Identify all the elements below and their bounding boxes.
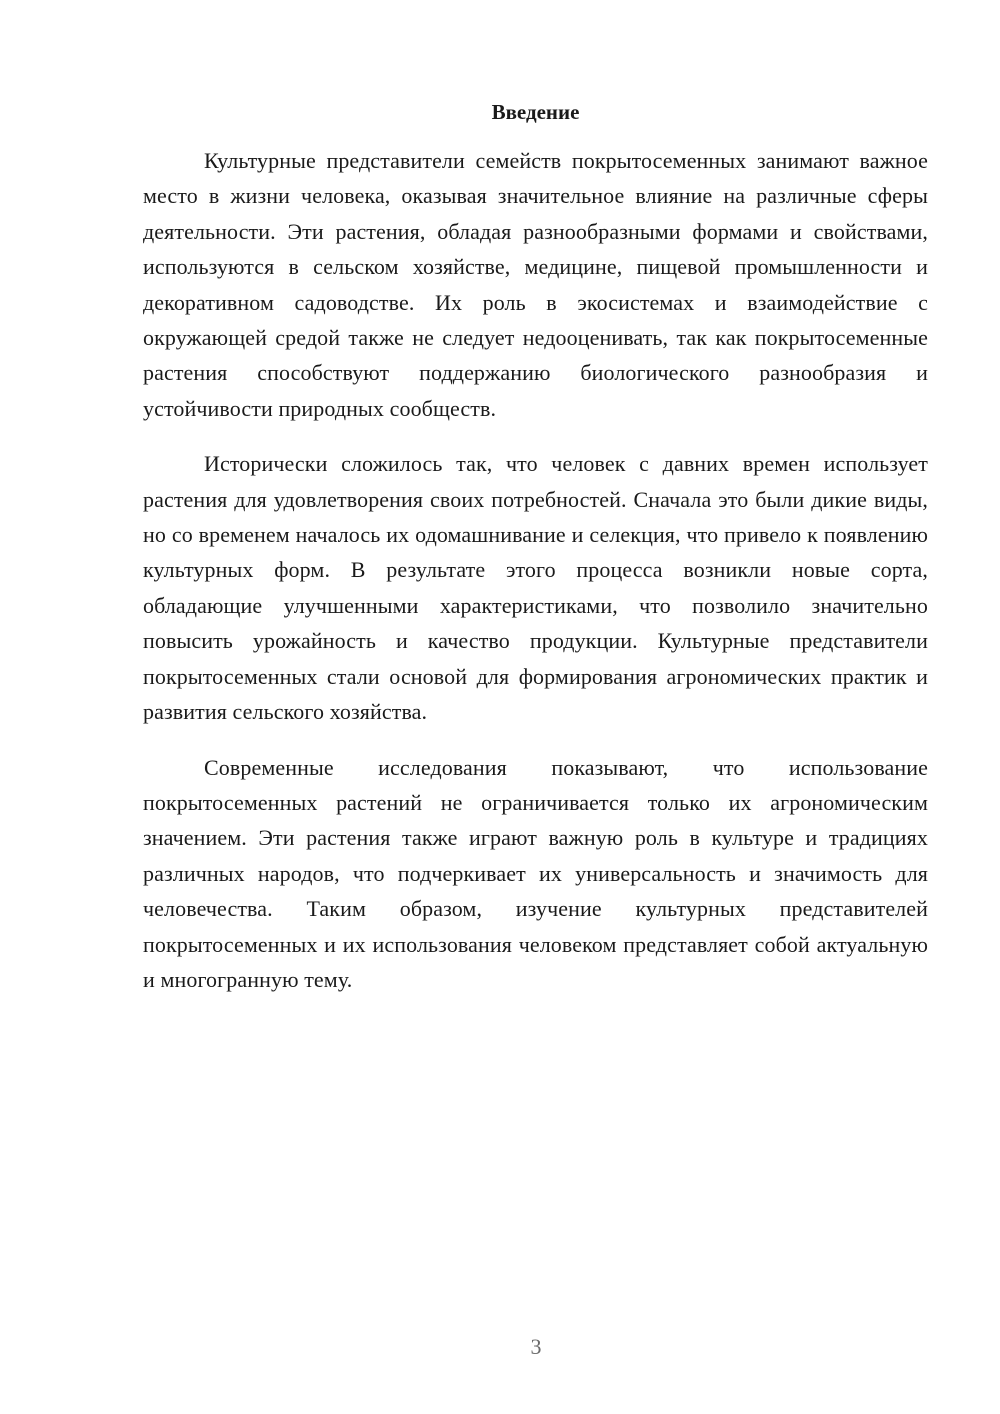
body-text [143, 143, 928, 1017]
section-heading: Введение [491, 100, 580, 124]
paragraph-1: Культурные представители семейств покрытосеменных занимают важное место в жизни человека, оказывая значительное влияние на различные сферы деятельности. Эти растения, обладая разнообразными формами и свойствами, используются в сельском хозяйстве, медицине, пищевой промышленности и декоративном садоводстве. Их роль в экосистемах и взаимодействие с окружающей средой также не следует недооценивать, так как покрытосеменные растения способствуют поддержанию биологического разнообразия и устойчивости природных сообществ. [143, 148, 928, 421]
paragraph-3: Современные исследования показывают, что использование покрытосеменных растений не ограничивается только их агрономическим значением. Эти растения также играют важную роль в культуре и традициях различных народов, что подчеркивает их универсальность и значимость для человечества. Таким образом, изучение культурных представителей покрытосеменных и их использования человеком представляет собой актуальную и многогранную тему. [143, 754, 928, 992]
page-number: 3 [530, 1334, 542, 1359]
paragraph-2: Исторически сложилось так, что человек с давних времен использует растения для удовлетворения своих потребностей. Сначала это были дикие виды, но со временем началось их одомашнивание и селекция, что привело к появлению культурных форм. В результате этого процесса возникли новые сорта, обладающие улучшенными характеристиками, что позволило значительно повысить урожайность и качество продукции. Культурные представители покрытосеменных стали основой для формирования агрономических практик и развития сельского хозяйства. [143, 451, 928, 725]
